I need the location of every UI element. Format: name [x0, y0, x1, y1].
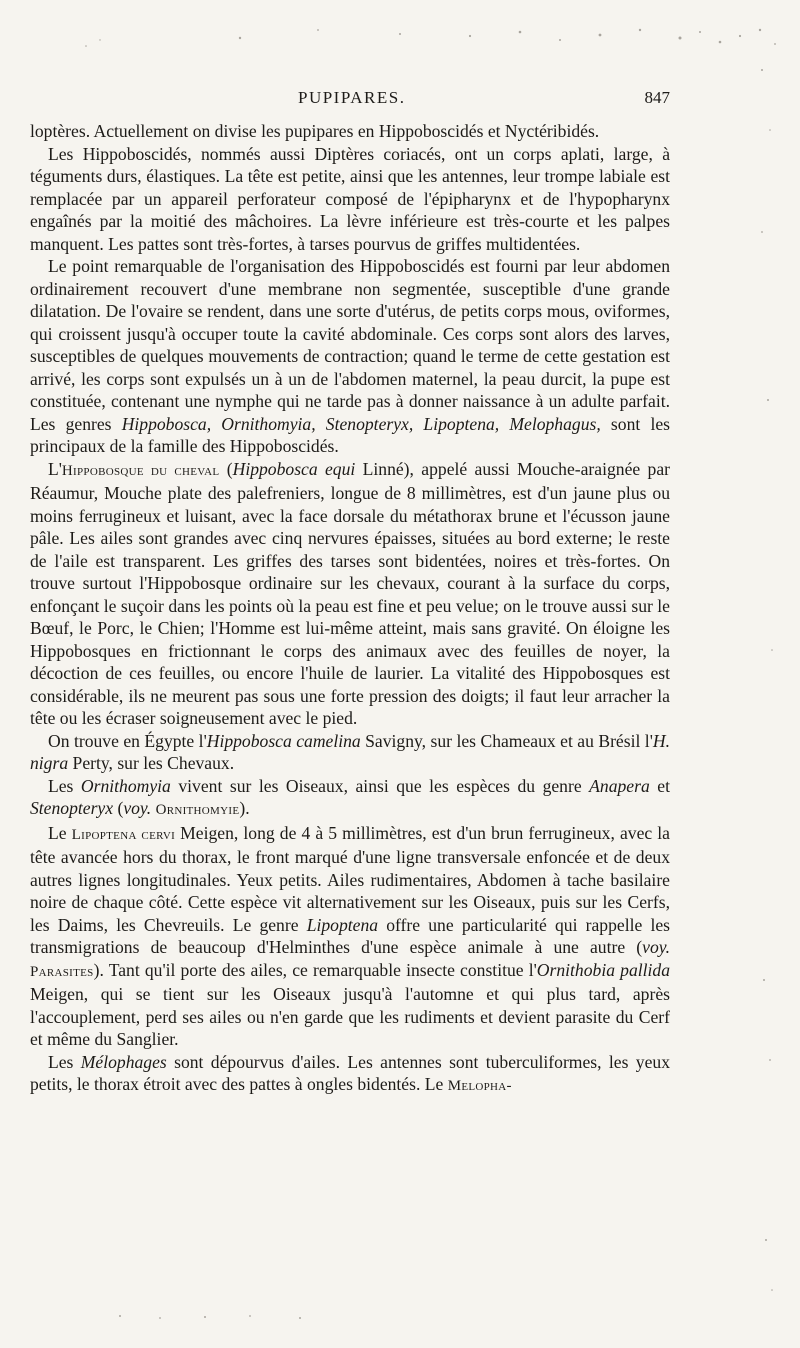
italic-text: H. nigra [30, 730, 670, 773]
text-run: et [649, 775, 670, 796]
text-run: loptères. Actuellement on divise les pupipares en Hippoboscidés et Nyctéribidés. [30, 121, 600, 141]
italic-text: voy. [642, 937, 670, 957]
italic-text: voy. [123, 798, 152, 818]
text-run: vivent sur les Oiseaux, ainsi que les espèces du genre [170, 775, 590, 796]
text-run: On trouve en Égypte l' [48, 730, 207, 751]
text-run: Les Hippoboscidés, nommés aussi Diptères coriacés, ont un corps aplati, large, à téguments durs, élastiques. La tête est petite, ainsi que les antennes, leur trompe labiale est remplacée par un appareil perforateur composé de l'épipharynx et de l'hypopharynx engaînés par la moitié des mâchoires. La lèvre inférieure est très-courte et les palpes manquent. Les pattes sont très-fortes, à tarses pourvus de griffes multidentées. [30, 143, 670, 254]
text-run: sont dépourvus d'ailes. Les antennes sont tuberculiformes, les yeux petits, le thorax étroit avec des pattes à ongles bidentés. Le [30, 1051, 670, 1094]
paragraph [30, 775, 670, 822]
paragraph [30, 120, 670, 143]
italic-text: Anapera [589, 775, 650, 796]
text-run: L' [48, 458, 62, 479]
text-run: ). Tant qu'il porte des ailes, ce remarquable insecte constitue l' [93, 959, 537, 980]
body-text [30, 120, 670, 1098]
italic-text: Ornithobia pallida [536, 959, 670, 980]
text-run: Les [48, 1051, 81, 1072]
text-run: Meigen, long de 4 à 5 millimètres, est d'un brun ferrugineux, avec la tête avancée hors du thorax, le front marqué d'une ligne transversale enfoncée et de deux autres lignes longitudinales. Yeux petits. Ailes rudimentaires, Abdomen à tache basilaire noire de chaque côté. Cette espèce vit alternativement sur les Oiseaux, puis sur les Cerfs, les Daims, les Chevreuils. Le genre [30, 822, 670, 935]
text-run: Les [48, 775, 81, 796]
italic-text: Ornithomyia [80, 775, 171, 796]
paragraph [30, 458, 670, 730]
text-run: Perty, sur les Chevaux. [68, 753, 235, 773]
italic-text: Mélophages [80, 1051, 167, 1072]
small-caps-text: Melopha- [447, 1078, 512, 1094]
running-header [30, 88, 670, 114]
small-caps-text: Lipoptena cervi [71, 826, 176, 843]
text-run: Linné), appelé aussi Mouche-araignée par Réaumur, Mouche plate des palefreniers, longue de 8 millimètres, est d'un jaune plus ou moins ferrugineux et luisant, avec la face dorsale du métathorax brune et l'écusson jaune pâle. Les ailes sont grandes avec cinq nervures épaisses, situées au bord externe; le reste de l'aile est transparent. Les griffes des tarses sont bidentées, noires et très-fortes. On trouve surtout l'Hippobosque ordinaire sur les chevaux, courant à la surface du corps, enfonçant le suçoir dans les points où la peau est fine et peu velue; on le trouve aussi sur le Bœuf, le Porc, le Chien; l'Homme est lui-même atteint, mais sans gravité. On éloigne les Hippobosques en frictionnant le corps des animaux avec des feuilles de noyer, la décoction de ces feuilles, ou encore l'huile de laurier. La vitalité des Hippobosques est considérable, ils ne meurent pas sous une forte pression des doigts; il faut leur arracher la tête ou les écraser soigneusement avec le pied. [30, 458, 670, 728]
text-run: Savigny, sur les Chameaux et au Brésil l' [360, 730, 653, 751]
small-caps-text: Ornithomyie [155, 802, 240, 818]
paragraph [30, 143, 670, 256]
text-run: Le [48, 822, 72, 843]
paragraph [30, 730, 670, 775]
text-run: ). [239, 798, 250, 818]
italic-text: Hippobosca equi [232, 458, 356, 479]
text-run: Le point remarquable de l'organisation des Hippoboscidés est fourni par leur abdomen ordinairement recouvert d'une membrane non segmentée, susceptible d'une grande dilatation. De l'ovaire se rendent, dans une sorte d'utérus, de petits corps mous, oviformes, qui croissent jusqu'à occuper toute la cavité abdominale. Ces corps sont alors des larves, susceptibles de quelques mouvements de contraction; quand le terme de cette gestation est arrivé, les corps sont expulsés un à un de l'abdomen maternel, la peau durcit, la pupe est constituée, contenant une nymphe qui ne tarde pas à donner naissance à un adulte parfait. Les genres [30, 256, 670, 434]
text-run: ( [219, 458, 233, 479]
italic-text: Hippobosca camelina [206, 730, 361, 751]
small-caps-text: Parasites [30, 963, 94, 980]
text-run: Meigen, qui se tient sur les Oiseaux jusqu'à l'automne et qui plus tard, après l'accouplement, perd ses ailes ou n'en garde que les rudiments et devient parasite du Cerf et même du Sanglier. [30, 984, 670, 1049]
paragraph [30, 822, 670, 1051]
italic-text: Stenopteryx [30, 798, 114, 818]
italic-text: Hippobosca, Ornithomyia, Stenopteryx, Lipoptena, Melophagus, [121, 413, 601, 434]
text-run: sont les principaux de la famille des Hippoboscidés. [30, 413, 670, 456]
running-title: PUPIPARES. [298, 88, 406, 107]
italic-text: Lipoptena [306, 914, 379, 935]
paragraph [30, 255, 670, 458]
text-run: ( [113, 798, 124, 818]
paragraph [30, 1051, 670, 1098]
small-caps-text: Hippobosque du cheval [61, 462, 220, 479]
text-run: offre une particularité qui rappelle les transmigrations de beaucoup d'Helminthes d'une espèce animale à une autre ( [30, 914, 670, 957]
page-number: 847 [644, 88, 670, 107]
